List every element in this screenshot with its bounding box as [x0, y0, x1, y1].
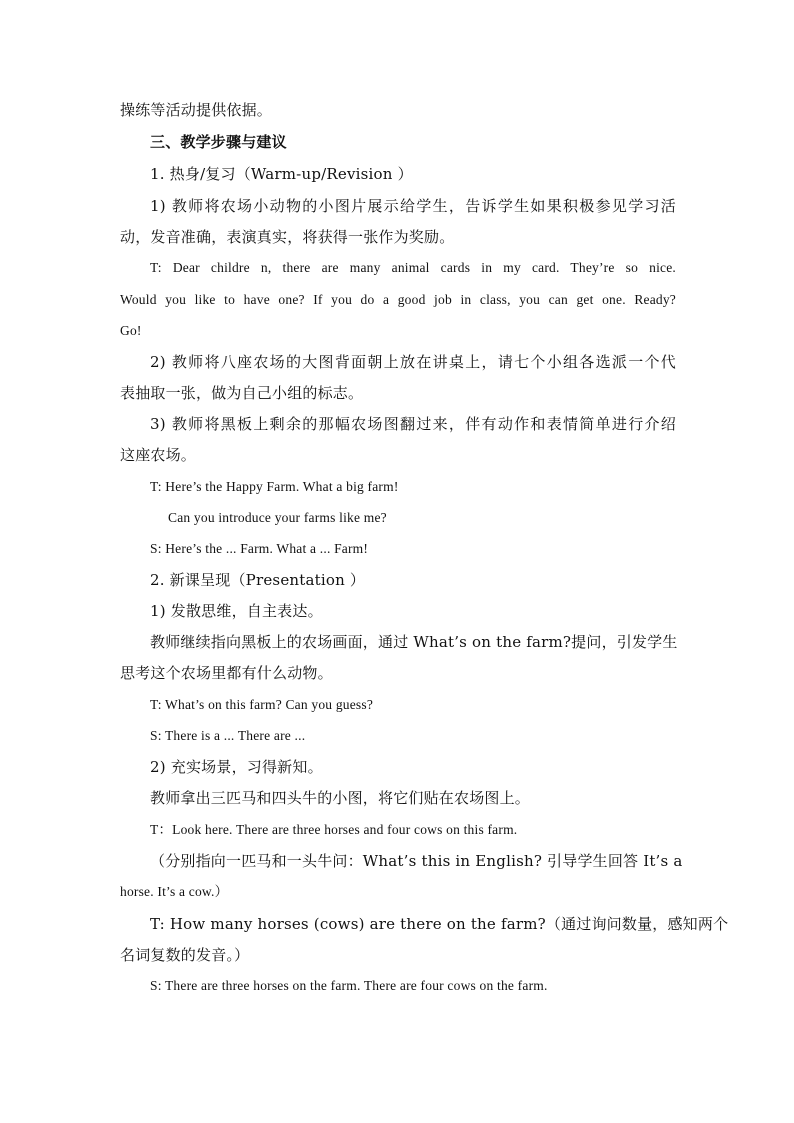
dialogue-line: S: Here’s the ... Farm. What a ... Farm! [150, 541, 369, 556]
section-heading: 三、教学步骤与建议 [150, 133, 287, 151]
step-heading: 2) 充实场景，习得新知。 [150, 758, 323, 776]
step-heading: 1) 发散思维，自主表达。 [150, 602, 323, 620]
dialogue-line: Would you like to have one? If you do a good job in class, you can get one. Ready? [120, 292, 676, 307]
subsection-heading: 2. 新课呈现（Presentation ） [150, 571, 366, 589]
paragraph-line: 名词复数的发音。） [120, 946, 250, 964]
paragraph-line: 表抽取一张，做为自己小组的标志。 [120, 384, 364, 402]
subsection-heading: 1. 热身/复习（Warm-up/Revision ） [150, 165, 413, 183]
dialogue-line: T: Dear childre n, there are many animal cards in my card. They’re so nice. [150, 260, 676, 275]
paragraph-line: horse. It’s a cow.） [120, 884, 229, 899]
dialogue-line: T: How many horses (cows) are there on the farm?（通过询问数量，感知两个 [150, 915, 729, 933]
dialogue-line: T：Look here. There are three horses and four cows on this farm. [150, 822, 518, 837]
paragraph-line: 教师拿出三匹马和四头牛的小图，将它们贴在农场图上。 [150, 789, 531, 807]
dialogue-line: T: What’s on this farm? Can you guess? [150, 697, 374, 712]
dialogue-line: S: There are three horses on the farm. There are four cows on the farm. [150, 978, 548, 993]
paragraph-line: 操练等活动提供依据。 [120, 101, 273, 119]
paragraph-line: 思考这个农场里都有什么动物。 [120, 664, 333, 682]
paragraph-line: （分别指向一匹马和一头牛问：What’s this in English? 引导学生回答 It’s a [150, 852, 683, 870]
dialogue-line: Can you introduce your farms like me? [168, 510, 387, 525]
paragraph-line: 1) 教师将农场小动物的小图片展示给学生，告诉学生如果积极参见学习活 [150, 197, 676, 215]
paragraph-line: 动，发音准确，表演真实，将获得一张作为奖励。 [120, 228, 455, 246]
dialogue-line: T: Here’s the Happy Farm. What a big farm! [150, 479, 399, 494]
paragraph-line: 2) 教师将八座农场的大图背面朝上放在讲桌上，请七个小组各选派一个代 [150, 353, 676, 371]
dialogue-line: S: There is a ... There are ... [150, 728, 306, 743]
dialogue-line: Go! [120, 323, 142, 338]
paragraph-line: 3) 教师将黑板上剩余的那幅农场图翻过来，伴有动作和表情简单进行介绍 [150, 415, 676, 433]
paragraph-line: 教师继续指向黑板上的农场画面，通过 What’s on the farm?提问，引发学生 [150, 633, 678, 651]
paragraph-line: 这座农场。 [120, 446, 197, 464]
